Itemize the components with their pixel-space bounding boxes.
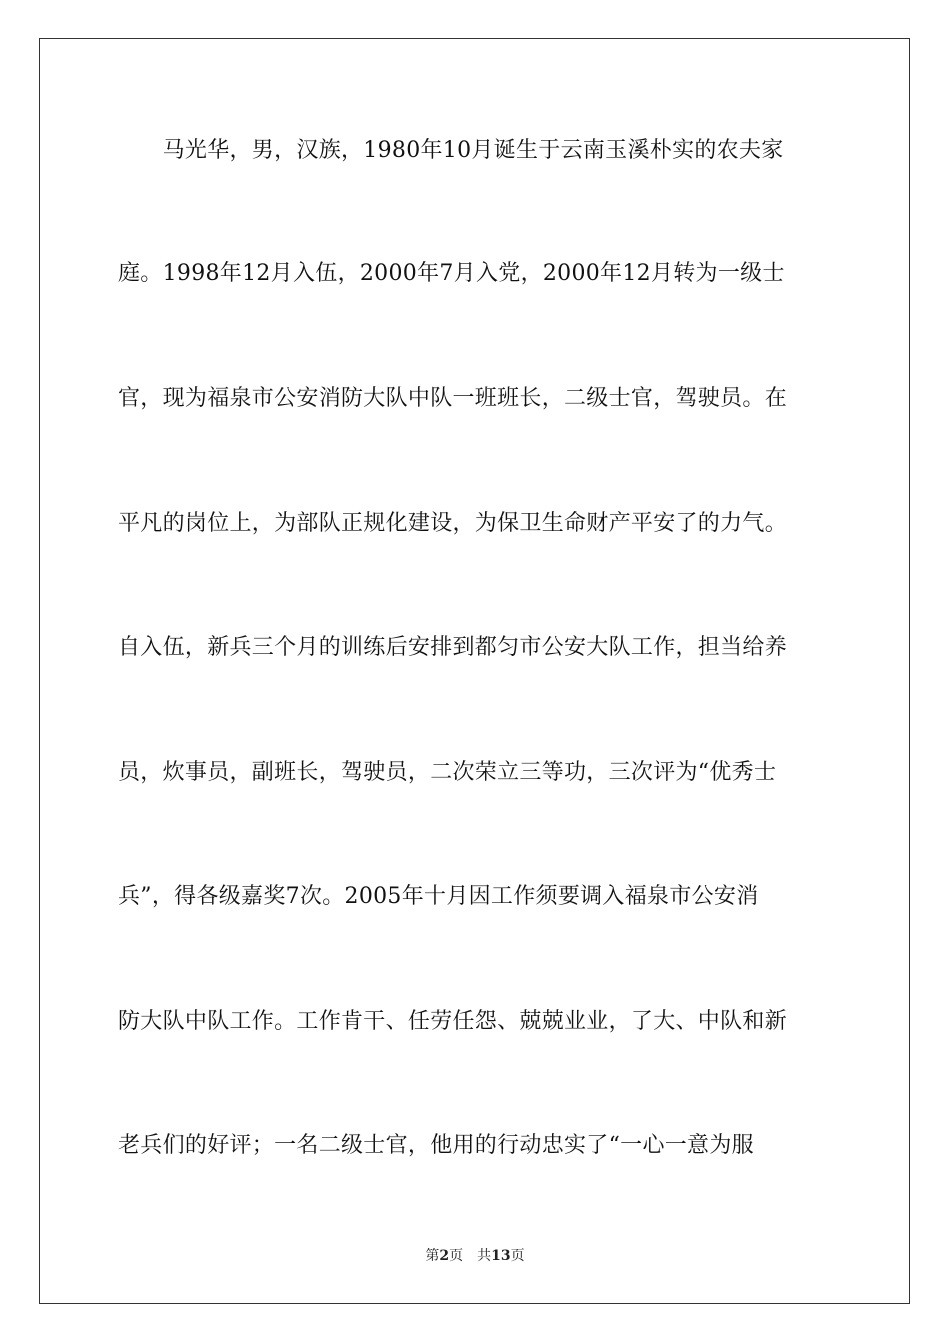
text-line: 庭。1998年12月入伍，2000年7月入党，2000年12月转为一级士 <box>118 261 785 286</box>
text-line: 防大队中队工作。工作肯干、任劳任怨、兢兢业业，了大、中队和新 <box>118 1009 788 1034</box>
total-prefix: 共 <box>477 1248 492 1264</box>
page-prefix: 第 <box>425 1248 440 1264</box>
page-footer <box>0 1246 950 1266</box>
page-suffix: 页 <box>449 1248 464 1264</box>
text-line: 兵”，得各级嘉奖7次。2005年十月因工作须要调入福泉市公安消 <box>118 884 759 909</box>
page-border <box>39 38 910 1304</box>
page-number: 2 <box>439 1248 450 1264</box>
text-line: 马光华，男，汉族，1980年10月诞生于云南玉溪朴实的农夫家 <box>118 138 784 163</box>
text-line: 员，炊事员，副班长，驾驶员，二次荣立三等功，三次评为“优秀士 <box>118 760 777 785</box>
total-pages: 13 <box>491 1248 511 1264</box>
text-line: 自入伍，新兵三个月的训练后安排到都匀市公安大队工作，担当给养 <box>118 635 788 660</box>
text-line: 平凡的岗位上，为部队正规化建设，为保卫生命财产平安了的力气。 <box>118 511 788 536</box>
total-suffix: 页 <box>510 1248 525 1264</box>
text-line: 官，现为福泉市公安消防大队中队一班班长，二级士官，驾驶员。在 <box>118 386 788 411</box>
text-line: 老兵们的好评；一名二级士官，他用的行动忠实了“一心一意为服 <box>118 1133 754 1158</box>
